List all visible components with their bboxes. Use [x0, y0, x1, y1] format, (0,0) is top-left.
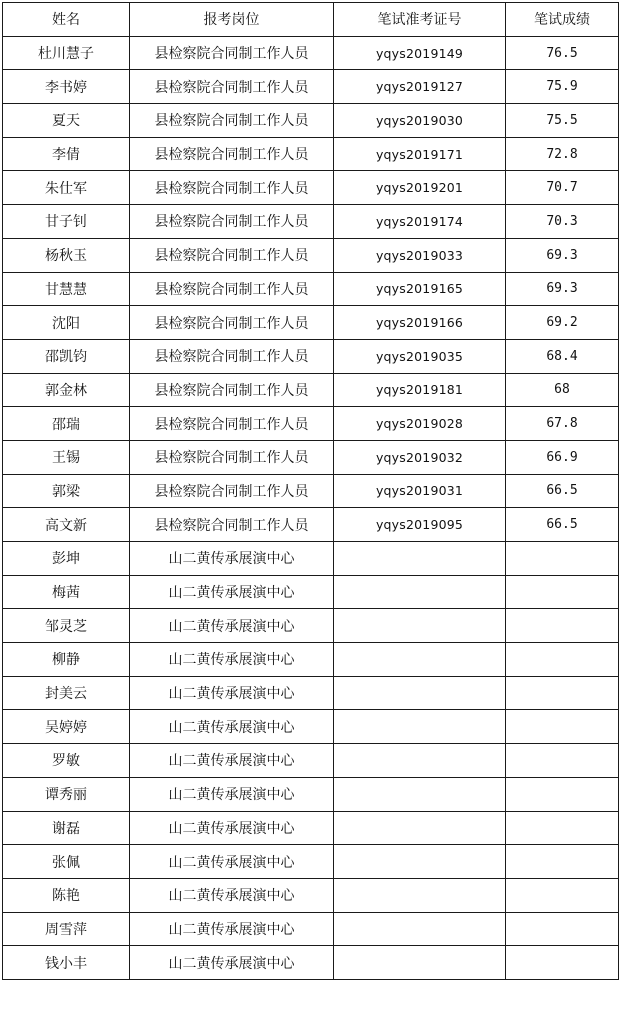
score-table: [2, 2, 619, 980]
score-cell: 76.5: [506, 36, 619, 70]
score-cell: [506, 946, 619, 980]
post-cell: 山二黄传承展演中心: [130, 811, 334, 845]
score-cell: 72.8: [506, 137, 619, 171]
table-row: [3, 339, 619, 373]
exam-id-cell: [334, 845, 506, 879]
name-cell: 邹灵芝: [3, 609, 130, 643]
post-cell: 县检察院合同制工作人员: [130, 272, 334, 306]
table-row: [3, 36, 619, 70]
table-row: [3, 676, 619, 710]
score-cell: [506, 575, 619, 609]
exam-id-cell: [334, 542, 506, 576]
post-cell: 县检察院合同制工作人员: [130, 36, 334, 70]
table-row: [3, 171, 619, 205]
score-cell: [506, 777, 619, 811]
table-row: [3, 272, 619, 306]
exam-id-cell: [334, 744, 506, 778]
table-row: [3, 70, 619, 104]
score-cell: 66.5: [506, 474, 619, 508]
name-cell: 沈阳: [3, 306, 130, 340]
score-cell: [506, 845, 619, 879]
name-cell: 朱仕军: [3, 171, 130, 205]
score-cell: [506, 542, 619, 576]
exam-id-cell: yqys2019028: [334, 407, 506, 441]
post-cell: 山二黄传承展演中心: [130, 710, 334, 744]
score-cell: 68.4: [506, 339, 619, 373]
score-cell: 75.9: [506, 70, 619, 104]
exam-id-cell: [334, 811, 506, 845]
table-row: [3, 205, 619, 239]
name-cell: 杜川慧子: [3, 36, 130, 70]
score-cell: 68: [506, 373, 619, 407]
exam-id-cell: yqys2019127: [334, 70, 506, 104]
exam-id-cell: yqys2019031: [334, 474, 506, 508]
name-cell: 陈艳: [3, 878, 130, 912]
table-row: [3, 238, 619, 272]
score-cell: [506, 676, 619, 710]
exam-id-cell: yqys2019035: [334, 339, 506, 373]
post-cell: 县检察院合同制工作人员: [130, 339, 334, 373]
name-cell: 王锡: [3, 440, 130, 474]
name-cell: 罗敏: [3, 744, 130, 778]
name-cell: 柳静: [3, 643, 130, 677]
post-cell: 山二黄传承展演中心: [130, 845, 334, 879]
exam-id-cell: [334, 643, 506, 677]
score-cell: [506, 744, 619, 778]
exam-id-cell: yqys2019030: [334, 104, 506, 138]
exam-id-cell: [334, 878, 506, 912]
post-cell: 县检察院合同制工作人员: [130, 440, 334, 474]
post-cell: 县检察院合同制工作人员: [130, 306, 334, 340]
score-cell: [506, 643, 619, 677]
table-row: [3, 946, 619, 980]
exam-id-cell: [334, 946, 506, 980]
name-cell: 郭梁: [3, 474, 130, 508]
name-cell: 邵凯钧: [3, 339, 130, 373]
exam-id-cell: [334, 676, 506, 710]
name-cell: 钱小丰: [3, 946, 130, 980]
post-cell: 山二黄传承展演中心: [130, 643, 334, 677]
exam-id-cell: yqys2019171: [334, 137, 506, 171]
header-exam-id: 笔试准考证号: [334, 3, 506, 37]
name-cell: 吴婷婷: [3, 710, 130, 744]
post-cell: 县检察院合同制工作人员: [130, 474, 334, 508]
name-cell: 谢磊: [3, 811, 130, 845]
post-cell: 山二黄传承展演中心: [130, 542, 334, 576]
table-row: [3, 643, 619, 677]
post-cell: 县检察院合同制工作人员: [130, 205, 334, 239]
exam-id-cell: yqys2019166: [334, 306, 506, 340]
exam-id-cell: yqys2019201: [334, 171, 506, 205]
score-cell: [506, 811, 619, 845]
post-cell: 山二黄传承展演中心: [130, 575, 334, 609]
table-row: [3, 777, 619, 811]
exam-id-cell: yqys2019032: [334, 440, 506, 474]
table-row: [3, 542, 619, 576]
post-cell: 县检察院合同制工作人员: [130, 171, 334, 205]
post-cell: 县检察院合同制工作人员: [130, 373, 334, 407]
table-row: [3, 878, 619, 912]
table-row: [3, 710, 619, 744]
score-cell: [506, 710, 619, 744]
exam-id-cell: yqys2019095: [334, 508, 506, 542]
score-cell: [506, 878, 619, 912]
table-row: [3, 912, 619, 946]
post-cell: 山二黄传承展演中心: [130, 946, 334, 980]
name-cell: 郭金林: [3, 373, 130, 407]
exam-id-cell: yqys2019181: [334, 373, 506, 407]
table-body: [3, 36, 619, 979]
table-row: [3, 845, 619, 879]
post-cell: 山二黄传承展演中心: [130, 912, 334, 946]
exam-id-cell: [334, 912, 506, 946]
table-row: [3, 508, 619, 542]
post-cell: 县检察院合同制工作人员: [130, 407, 334, 441]
table-row: [3, 744, 619, 778]
exam-id-cell: [334, 609, 506, 643]
name-cell: 彭坤: [3, 542, 130, 576]
name-cell: 梅茜: [3, 575, 130, 609]
score-cell: 67.8: [506, 407, 619, 441]
post-cell: 县检察院合同制工作人员: [130, 508, 334, 542]
post-cell: 县检察院合同制工作人员: [130, 238, 334, 272]
table-row: [3, 407, 619, 441]
name-cell: 高文新: [3, 508, 130, 542]
post-cell: 县检察院合同制工作人员: [130, 104, 334, 138]
table-row: [3, 474, 619, 508]
table-row: [3, 609, 619, 643]
name-cell: 李书婷: [3, 70, 130, 104]
name-cell: 谭秀丽: [3, 777, 130, 811]
name-cell: 甘子钊: [3, 205, 130, 239]
post-cell: 山二黄传承展演中心: [130, 609, 334, 643]
post-cell: 县检察院合同制工作人员: [130, 137, 334, 171]
exam-id-cell: [334, 710, 506, 744]
exam-id-cell: yqys2019033: [334, 238, 506, 272]
score-cell: 69.3: [506, 272, 619, 306]
header-row: [3, 3, 619, 37]
post-cell: 山二黄传承展演中心: [130, 744, 334, 778]
name-cell: 杨秋玉: [3, 238, 130, 272]
header-score: 笔试成绩: [506, 3, 619, 37]
name-cell: 邵瑞: [3, 407, 130, 441]
score-cell: 70.7: [506, 171, 619, 205]
exam-id-cell: [334, 777, 506, 811]
score-cell: 66.9: [506, 440, 619, 474]
name-cell: 甘慧慧: [3, 272, 130, 306]
name-cell: 张佩: [3, 845, 130, 879]
exam-id-cell: yqys2019174: [334, 205, 506, 239]
exam-id-cell: [334, 575, 506, 609]
score-cell: 70.3: [506, 205, 619, 239]
table-row: [3, 137, 619, 171]
score-cell: [506, 609, 619, 643]
table-row: [3, 575, 619, 609]
exam-id-cell: yqys2019165: [334, 272, 506, 306]
exam-id-cell: yqys2019149: [334, 36, 506, 70]
post-cell: 山二黄传承展演中心: [130, 676, 334, 710]
name-cell: 李倩: [3, 137, 130, 171]
score-cell: 69.2: [506, 306, 619, 340]
post-cell: 山二黄传承展演中心: [130, 878, 334, 912]
score-cell: 69.3: [506, 238, 619, 272]
post-cell: 县检察院合同制工作人员: [130, 70, 334, 104]
header-name: 姓名: [3, 3, 130, 37]
score-cell: 66.5: [506, 508, 619, 542]
name-cell: 夏天: [3, 104, 130, 138]
table-row: [3, 104, 619, 138]
name-cell: 周雪萍: [3, 912, 130, 946]
header-post: 报考岗位: [130, 3, 334, 37]
table-row: [3, 440, 619, 474]
table-row: [3, 306, 619, 340]
post-cell: 山二黄传承展演中心: [130, 777, 334, 811]
name-cell: 封美云: [3, 676, 130, 710]
table-row: [3, 373, 619, 407]
table-row: [3, 811, 619, 845]
score-cell: 75.5: [506, 104, 619, 138]
score-cell: [506, 912, 619, 946]
